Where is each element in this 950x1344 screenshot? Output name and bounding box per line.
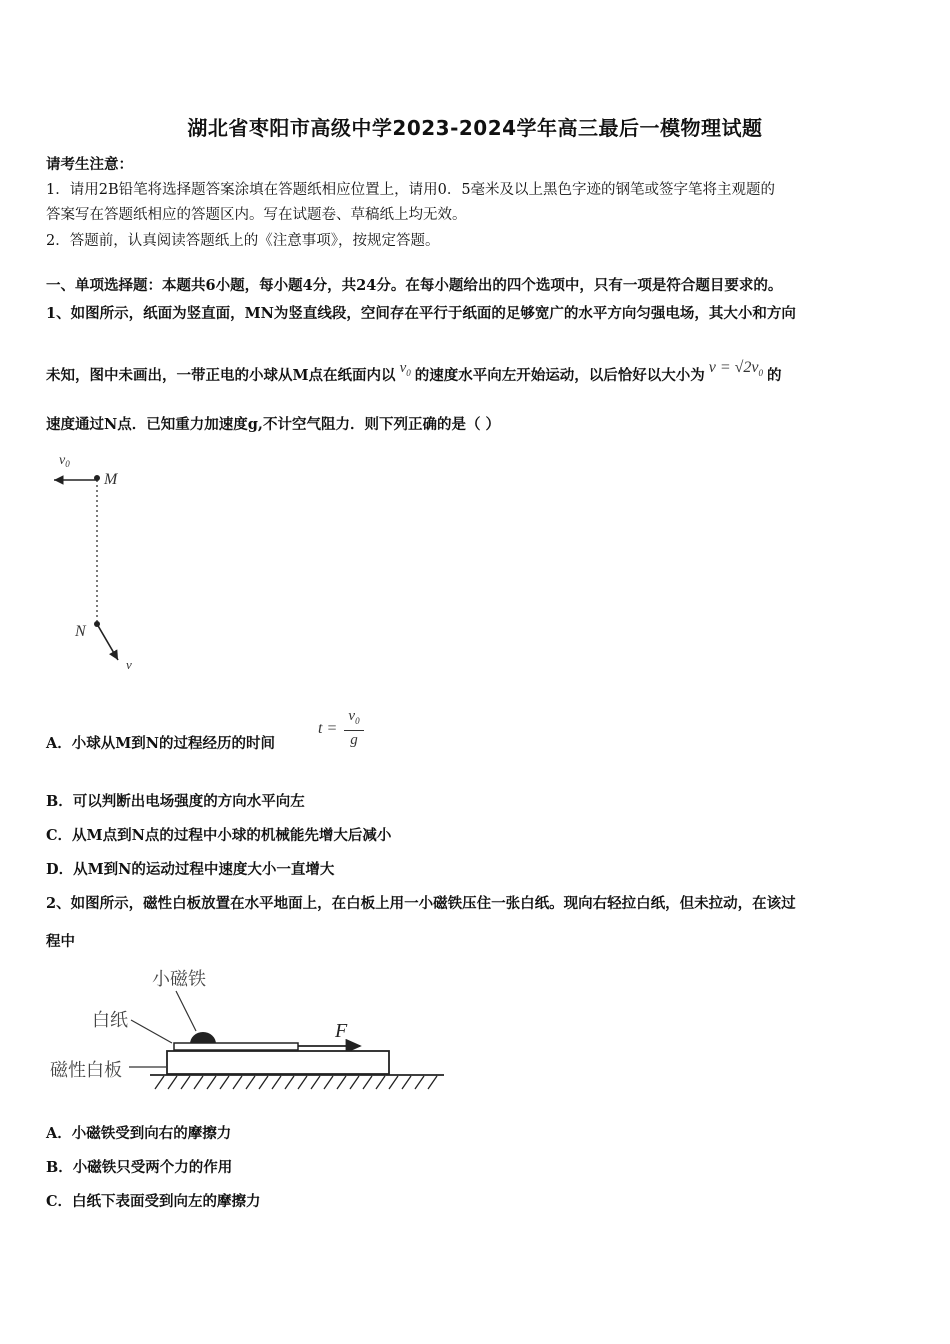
q2-line-1: 2、如图所示，磁性白板放置在水平地面上，在白板上用一小磁铁压住一张白纸。现向右轻拉白纸，但未拉动，在该过 — [46, 895, 796, 912]
q1-line-2c: 的 — [767, 367, 782, 384]
magnet-pointer — [176, 991, 196, 1031]
label-n: N — [75, 623, 86, 640]
q2-line-2: 程中 — [46, 933, 75, 950]
time-symbol: t = — [318, 720, 338, 737]
paper-pointer — [131, 1020, 172, 1043]
whiteboard-figure — [46, 955, 456, 1100]
fraction-bar — [344, 730, 364, 731]
label-paper: 白纸 — [92, 1010, 128, 1030]
label-v: v — [126, 657, 132, 672]
label-f: F — [335, 1020, 348, 1042]
notice-line-3: 2．答题前，认真阅读答题纸上的《注意事项》，按规定答题。 — [46, 233, 440, 249]
label-m: M — [104, 471, 118, 488]
notice-heading: 请考生注意： — [46, 156, 133, 173]
q1-option-b: B．可以判断出电场强度的方向水平向左 — [46, 793, 305, 810]
v0-symbol: $v_0$ — [399, 360, 411, 378]
q1-option-c: C．从M点到N点的过程中小球的机械能先增大后减小 — [46, 827, 392, 844]
mn-figure — [40, 440, 180, 680]
v-arrow — [97, 624, 118, 660]
q1-line-2 — [46, 359, 782, 386]
q2-option-c: C．白纸下表面受到向左的摩擦力 — [46, 1193, 261, 1210]
q1-option-d: D．从M到N的运动过程中速度大小一直增大 — [46, 861, 335, 878]
label-board: 磁性白板 — [50, 1060, 122, 1080]
magnet-shape — [190, 1032, 216, 1044]
notice-line-2: 答案写在答题纸相应的答题区内。写在试题卷、草稿纸上均无效。 — [46, 207, 467, 223]
fraction-denominator: g — [350, 732, 358, 748]
paper-shape — [174, 1043, 298, 1050]
page-title: 湖北省枣阳市高级中学2023-2024学年高三最后一模物理试题 — [187, 116, 763, 140]
whiteboard-shape — [167, 1051, 389, 1074]
v-equation: $v = √2v_0$ — [708, 359, 764, 379]
q1-option-a: A．小球从M到N的过程经历的时间 — [46, 735, 276, 752]
q1-line-1: 1、如图所示，纸面为竖直面，MN为竖直线段，空间存在平行于纸面的足够宽广的水平方向匀强电场，其大小和方向 — [46, 305, 796, 322]
q2-option-b: B．小磁铁只受两个力的作用 — [46, 1159, 233, 1176]
label-v0: $v_0$ — [59, 453, 70, 469]
ground-hatching — [155, 1076, 437, 1089]
q1-line-2a: 未知，图中未画出，一带正电的小球从M点在纸面内以 — [46, 367, 396, 384]
notice-line-1: 1．请用2B铅笔将选择题答案涂填在答题纸相应位置上，请用0．5毫米及以上黑色字迹的钢笔或签字笔将主观题的 — [46, 182, 776, 198]
label-magnet: 小磁铁 — [152, 969, 206, 989]
fraction-numerator: $v_0$ — [348, 708, 360, 726]
q2-option-a: A．小磁铁受到向右的摩擦力 — [46, 1125, 232, 1142]
section-heading: 一、单项选择题：本题共6小题，每小题4分，共24分。在每小题给出的四个选项中，只有一项是符合题目要求的。 — [46, 277, 783, 294]
q1-line-2b: 的速度水平向左开始运动，以后恰好以大小为 — [414, 367, 705, 384]
q1-line-3: 速度通过N点．已知重力加速度g,不计空气阻力．则下列正确的是（ ） — [46, 416, 500, 433]
